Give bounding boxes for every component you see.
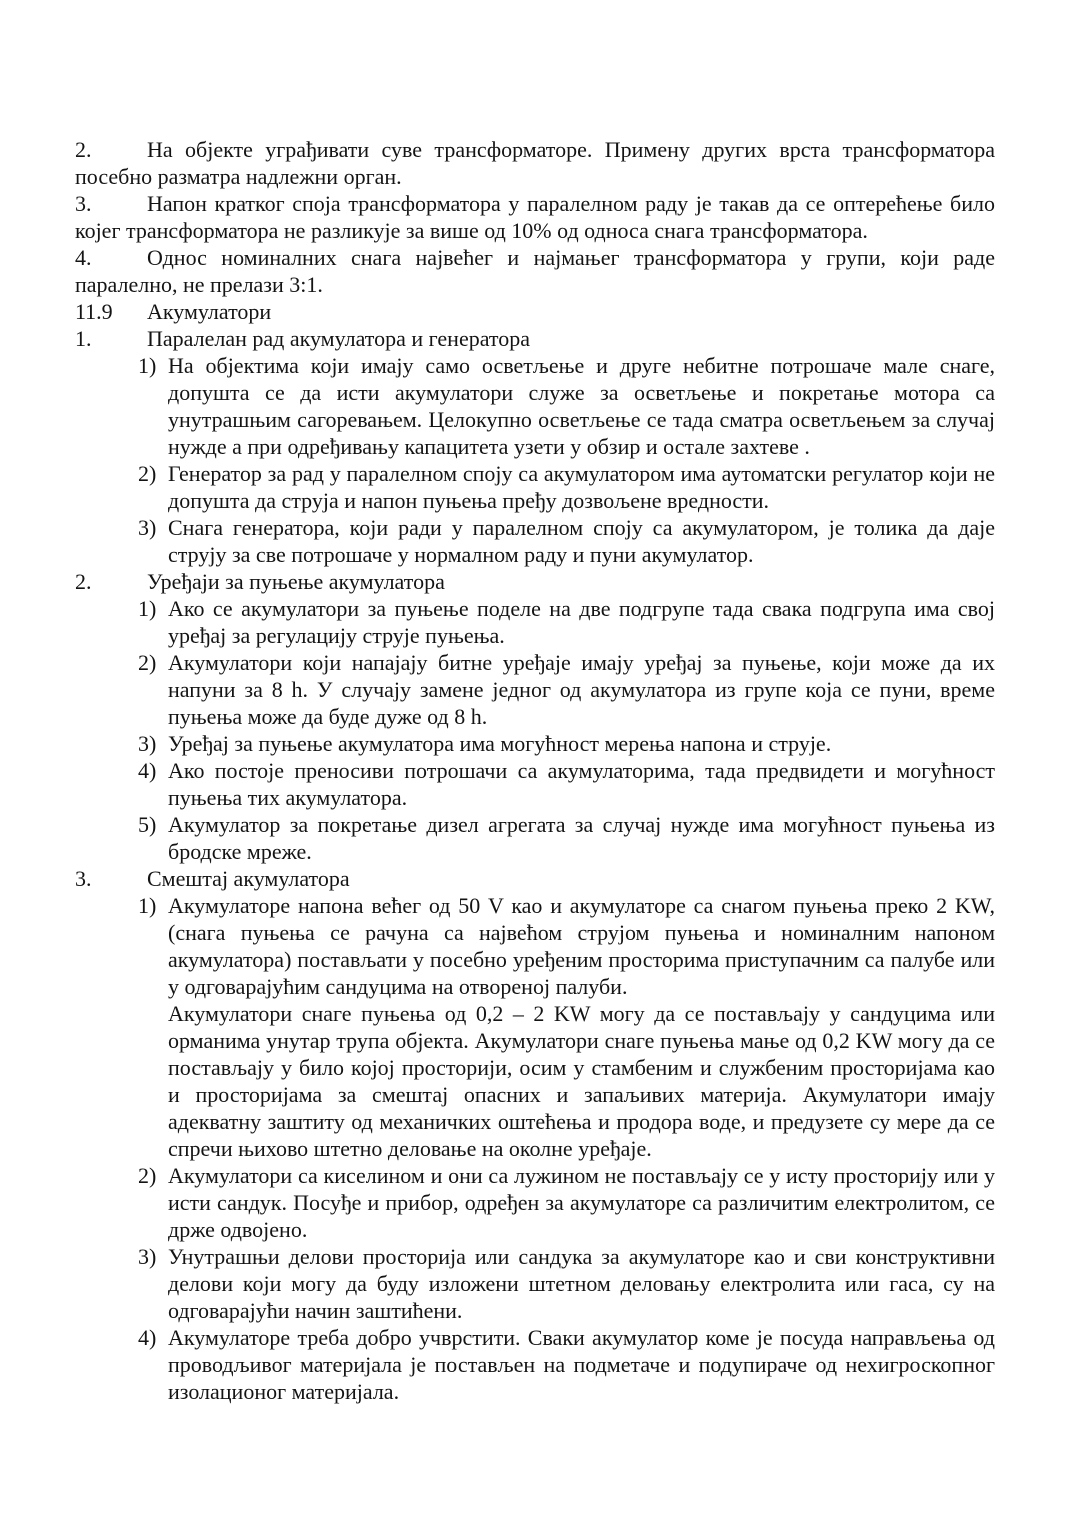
sub-item-text: Снага генератора, који ради у паралелном споју са акумулатором, је толика да даје струју за све потрошаче у нормалном раду и пуни акумулатор.: [168, 515, 995, 567]
sub-item-3-1: [138, 892, 995, 1162]
sub-item-text: Акумулаторе треба добро учврстити. Сваки акумулатор коме је посуда направљења од проводљивог материјала је постављен на подметаче и подупираче од нехигроскопног изолационог материјала.: [168, 1325, 995, 1404]
sub-item-number: 2): [138, 461, 157, 486]
sub-item-number: 2): [138, 650, 157, 675]
item-text: Напон кратког споја трансформатора у паралелном раду је такав да се оптерећење било којег трансформатора не разликује за више од 10% од односа снага трансформатора.: [75, 191, 995, 243]
sub-item-number: 3): [138, 515, 157, 540]
sub-item-paragraph-1: Акумулаторе напона већег од 50 V као и акумулаторе са снагом пуњења преко 2 KW, (снага пуњења се рачуна са највећом струјом пуњења и номиналним напоном акумулатора) постављати у посебно уређеним просторима приступачним са палубе или у одговарајућим сандуцима на отвореној палуби.: [168, 893, 995, 999]
sub-item-2-4: [138, 757, 995, 811]
sub-item-number: 1): [138, 893, 157, 918]
sub-item-number: 3): [138, 1244, 157, 1269]
sub-item-text: Унутрашњи делови просторија или сандука за акумулаторе као и сви конструктивни делови који могу да буду изложени штетном деловању електролита или гаса, су на одговарајући начин заштићени.: [168, 1244, 995, 1323]
sub-item-1-2: [138, 460, 995, 514]
sub-item-1-1: [138, 352, 995, 460]
sub-item-3-3: [138, 1243, 995, 1324]
section-title: Акумулатори: [147, 299, 272, 324]
list-item-3: [75, 865, 995, 892]
item-number: 4.: [75, 245, 92, 270]
item-number: 2.: [75, 569, 92, 594]
paragraph-4: [75, 244, 995, 298]
item-text: Смештај акумулатора: [147, 866, 350, 891]
paragraph-2: [75, 136, 995, 190]
sub-item-number: 3): [138, 731, 157, 756]
sub-item-text: Акумулатори који напајају битне уређаје имају уређај за пуњење, који може да их напуни за 8 h. У случају замене једног од акумулатора из групе која се пуни, време пуњења може да буде дуже од 8 h.: [168, 650, 995, 729]
sub-item-text: Акумулатор за покретање дизел агрегата за случај нужде има могућност пуњења из бродске мреже.: [168, 812, 995, 864]
sub-item-text: Генератор за рад у паралелном споју са акумулатором има аутоматски регулатор који не допушта да струја и напон пуњења пређу дозвољене вредности.: [168, 461, 995, 513]
item-number: 3.: [75, 191, 92, 216]
item-text: Паралелан рад акумулатора и генератора: [147, 326, 530, 351]
sub-item-text: Ако постоје преносиви потрошачи са акумулаторима, тада предвидети и могућност пуњења тих акумулатора.: [168, 758, 995, 810]
sub-item-number: 4): [138, 758, 157, 783]
item-number: 2.: [75, 137, 92, 162]
sub-item-number: 4): [138, 1325, 157, 1350]
sub-item-number: 5): [138, 812, 157, 837]
item-text: На објекте уграђивати суве трансформаторе. Примену других врста трансформатора посебно разматра надлежни орган.: [75, 137, 995, 189]
sub-item-number: 1): [138, 353, 157, 378]
section-number: 11.9: [75, 299, 113, 324]
sub-item-3-4: [138, 1324, 995, 1405]
item-text: Однос номиналних снага највећег и најмањег трансформатора у групи, који раде паралелно, не прелази 3:1.: [75, 245, 995, 297]
sub-item-text: Ако се акумулатори за пуњење поделе на две подгрупе тада свака подгрупа има свој уређај за регулацију струје пуњења.: [168, 596, 995, 648]
sub-item-2-2: [138, 649, 995, 730]
item-number: 1.: [75, 326, 92, 351]
section-heading-11-9: [75, 298, 995, 325]
sub-item-number: 2): [138, 1163, 157, 1188]
sub-item-paragraph-2: Акумулатори снаге пуњења од 0,2 – 2 KW могу да се постављају у сандуцима или орманима унутар трупа објекта. Акумулатори снаге пуњења мање од 0,2 KW могу да се постављају у било којој просторији, осим у стамбеним и службеним просторијама као и просторијама за смештај опасних и запаљивих материја. Акумулатори имају адекватну заштиту од механичких оштећења и продора воде, и предузете су мере да се спречи њихово штетно деловање на околне уређаје.: [168, 1001, 995, 1161]
item-text: Уређаји за пуњење акумулатора: [147, 569, 445, 594]
sub-item-3-2: [138, 1162, 995, 1243]
sub-item-text: На објектима који имају само осветљење и друге небитне потрошаче мале снаге, допушта се да исти акумулатори служе за осветљење и покретање мотора са унутрашњим сагоревањем. Целокупно осветљење се тада сматра осветљењем за случај нужде а при одређивању капацитета узети у обзир и остале захтеве .: [168, 353, 995, 459]
sub-item-text: [168, 892, 995, 1162]
sub-item-2-5: [138, 811, 995, 865]
item-number: 3.: [75, 866, 92, 891]
sub-item-text: Акумулатори са киселином и они са лужином не постављају се у исту просторију или у исти сандук. Посуђе и прибор, одређен за акумулаторе са различитим електролитом, се држе одвојено.: [168, 1163, 995, 1242]
sub-item-2-3: [138, 730, 995, 757]
sub-item-number: 1): [138, 596, 157, 621]
sub-item-1-3: [138, 514, 995, 568]
list-item-2: [75, 568, 995, 595]
list-item-1: [75, 325, 995, 352]
sub-item-2-1: [138, 595, 995, 649]
sub-item-text: Уређај за пуњење акумулатора има могућност мерења напона и струје.: [168, 731, 832, 756]
paragraph-3: [75, 190, 995, 244]
